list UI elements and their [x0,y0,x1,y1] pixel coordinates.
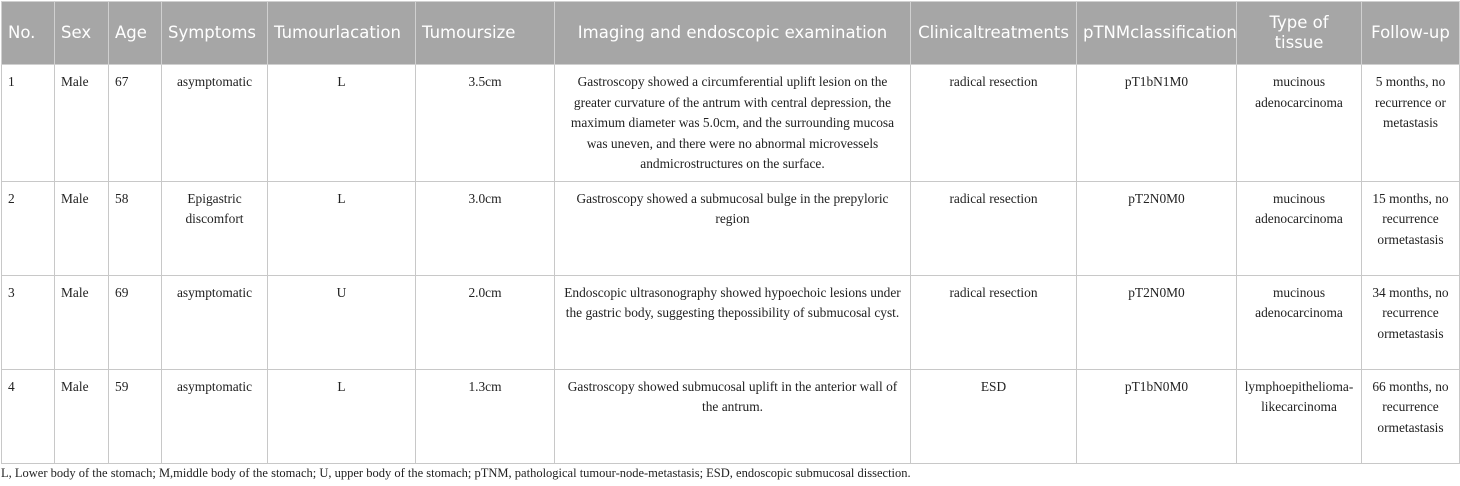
table-row [2,275,1460,369]
cell-location: L [268,181,416,275]
cell-no: 3 [2,275,55,369]
cell-tissue: mucinous adenocarcinoma [1237,275,1362,369]
cell-symptoms: Epigastric discomfort [162,181,268,275]
cell-symptoms: asymptomatic [162,369,268,463]
table-footnote: L, Lower body of the stomach; M,middle body of the stomach; U, upper body of the stomach; pTNM, pathological tumour-node-metastasis; ESD, endoscopic submucosal dissection. [1,466,911,480]
cell-age: 59 [109,369,162,463]
table-row [2,65,1460,182]
header-age: Age [109,2,162,65]
cell-location: U [268,275,416,369]
header-tissue-type: Type of tissue [1237,2,1362,65]
cell-size: 1.3cm [416,369,555,463]
header-follow-up: Follow-up [1362,2,1460,65]
table-row [2,181,1460,275]
table-row [2,369,1460,463]
cell-exam: Gastroscopy showed submucosal uplift in the anterior wall of the antrum. [555,369,911,463]
cell-treatment: radical resection [911,181,1077,275]
case-table-container [1,1,1459,464]
cell-location: L [268,65,416,182]
cell-symptoms: asymptomatic [162,65,268,182]
cell-tissue: mucinous adenocarcinoma [1237,181,1362,275]
cell-ptnm: pT2N0M0 [1077,275,1237,369]
cell-no: 4 [2,369,55,463]
cell-sex: Male [55,181,109,275]
cell-age: 58 [109,181,162,275]
header-tumour-size: Tumoursize [416,2,555,65]
cell-size: 3.5cm [416,65,555,182]
cell-ptnm: pT1bN1M0 [1077,65,1237,182]
cell-ptnm: pT1bN0M0 [1077,369,1237,463]
cell-treatment: radical resection [911,65,1077,182]
cell-exam: Gastroscopy showed a submucosal bulge in the prepyloric region [555,181,911,275]
cell-treatment: ESD [911,369,1077,463]
cell-ptnm: pT2N0M0 [1077,181,1237,275]
cell-tissue: lymphoepithelioma-likecarcinoma [1237,369,1362,463]
cell-size: 2.0cm [416,275,555,369]
cell-age: 67 [109,65,162,182]
cell-no: 2 [2,181,55,275]
cell-treatment: radical resection [911,275,1077,369]
header-no: No. [2,2,55,65]
header-ptnm: pTNMclassification [1077,2,1237,65]
cell-exam: Endoscopic ultrasonography showed hypoechoic lesions under the gastric body, suggesting thepossibility of submucosal cyst. [555,275,911,369]
cell-size: 3.0cm [416,181,555,275]
cell-symptoms: asymptomatic [162,275,268,369]
header-symptoms: Symptoms [162,2,268,65]
cell-location: L [268,369,416,463]
cell-followup: 15 months, no recurrence ormetastasis [1362,181,1460,275]
cell-sex: Male [55,275,109,369]
header-tumour-location: Tumourlacation [268,2,416,65]
cell-no: 1 [2,65,55,182]
header-row [2,2,1460,65]
cell-followup: 5 months, no recurrence or metastasis [1362,65,1460,182]
header-clinical-treatments: Clinicaltreatments [911,2,1077,65]
cell-tissue: mucinous adenocarcinoma [1237,65,1362,182]
cell-followup: 34 months, no recurrence ormetastasis [1362,275,1460,369]
cell-sex: Male [55,369,109,463]
header-sex: Sex [55,2,109,65]
case-table [1,1,1460,464]
cell-age: 69 [109,275,162,369]
cell-sex: Male [55,65,109,182]
cell-followup: 66 months, no recurrence ormetastasis [1362,369,1460,463]
cell-exam: Gastroscopy showed a circumferential uplift lesion on the greater curvature of the antrum with central depression, the maximum diameter was 5.0cm, and the surrounding mucosa was uneven, and there were no abnormal microvessels andmicrostructures on the surface. [555,65,911,182]
header-imaging-exam: Imaging and endoscopic examination [555,2,911,65]
